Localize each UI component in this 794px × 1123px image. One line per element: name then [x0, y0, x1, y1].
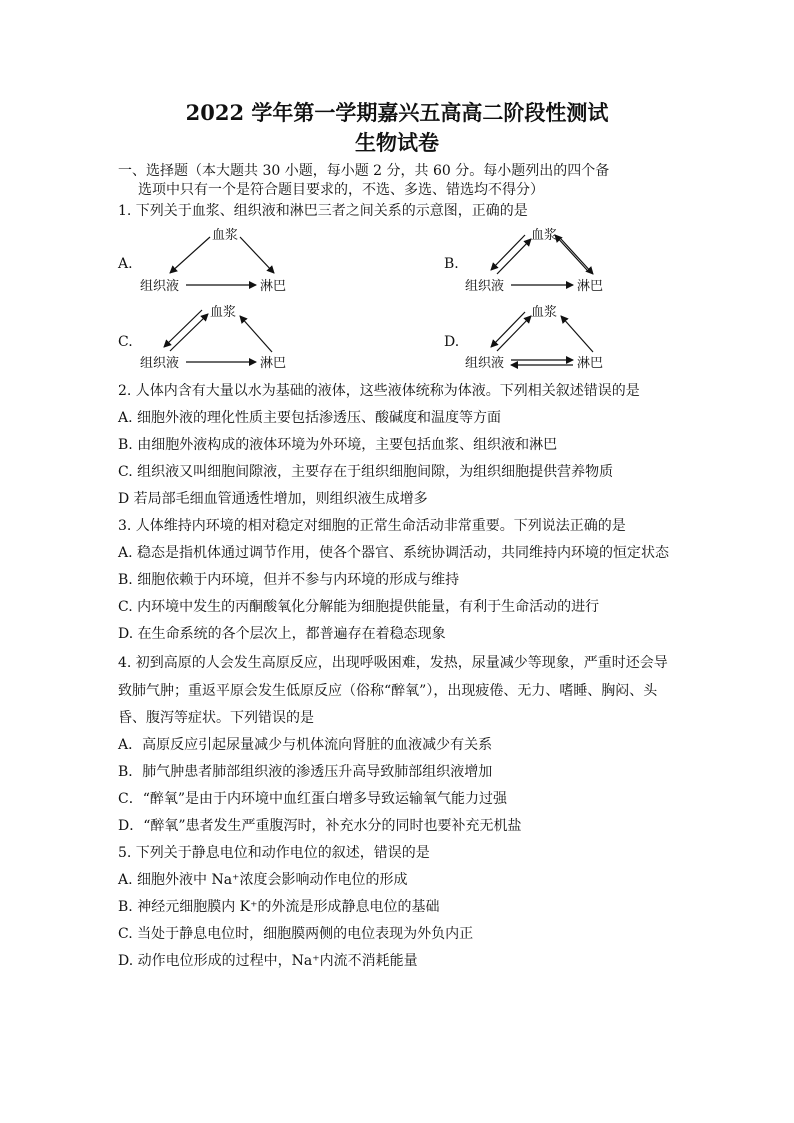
q4-option-d: D．“醉氧”患者发生严重腹泻时，补充水分的同时也要补充无机盐 [118, 818, 522, 834]
q4-option-a: A．高原反应引起尿量减少与机体流向肾脏的血液减少有关系 [118, 737, 493, 753]
q3-option-d: D. 在生命系统的各个层次上，都普遍存在着稳态现象 [118, 626, 446, 642]
lymph-node: 淋巴 [260, 356, 287, 371]
q1-diagram-a [140, 225, 300, 300]
q4-stem-line1: 4. 初到高原的人会发生高原反应，出现呼吸困难，发热，尿量减少等现象，严重时还会导 [118, 655, 668, 671]
section-heading-cont: 选项中只有一个是符合题目要求的，不选、多选、错选均不得分） [138, 182, 544, 198]
q5-option-d: D. 动作电位形成的过程中，Na⁺内流不消耗能量 [118, 953, 418, 969]
q1-option-a-label: A. [118, 256, 133, 272]
tissue-node: 组织液 [140, 279, 180, 294]
q3-stem: 3. 人体维持内环境的相对稳定对细胞的正常生命活动非常重要。下列说法正确的是 [118, 518, 626, 534]
q5-option-c: C. 当处于静息电位时，细胞膜两侧的电位表现为外负内正 [118, 926, 474, 942]
exam-subtitle: 生物试卷 [355, 130, 439, 155]
tissue-node: 组织液 [140, 356, 180, 371]
lymph-node: 淋巴 [577, 356, 604, 371]
q5-option-a: A. 细胞外液中 Na⁺浓度会影响动作电位的形成 [118, 872, 408, 888]
q1-option-c-label: C. [118, 334, 133, 350]
exam-title: 2022 学年第一学期嘉兴五高高二阶段性测试 [185, 100, 609, 125]
q1-diagram-c [140, 302, 300, 377]
q2-option-c: C. 组织液又叫细胞间隙液，主要存在于组织细胞间隙，为组织细胞提供营养物质 [118, 464, 614, 480]
plasma-node: 血浆 [531, 228, 558, 243]
q4-stem-line3: 昏、腹泻等症状。下列错误的是 [118, 710, 314, 726]
q4-option-c: C．“醉氧”是由于内环境中血红蛋白增多导致运输氧气能力过强 [118, 791, 508, 807]
q5-option-b: B. 神经元细胞膜内 K⁺的外流是形成静息电位的基础 [118, 899, 440, 915]
plasma-node: 血浆 [210, 305, 237, 320]
lymph-node: 淋巴 [260, 279, 287, 294]
q1-stem: 1. 下列关于血浆、组织液和淋巴三者之间关系的示意图，正确的是 [118, 203, 528, 219]
q3-option-c: C. 内环境中发生的丙酮酸氧化分解能为细胞提供能量，有利于生命活动的进行 [118, 599, 600, 615]
tissue-node: 组织液 [465, 356, 505, 371]
section-heading: 一、选择题（本大题共 30 小题，每小题 2 分，共 60 分。每小题列出的四个备 [118, 163, 610, 179]
q2-option-b: B. 由细胞外液构成的液体环境为外环境，主要包括血浆、组织液和淋巴 [118, 437, 558, 453]
q4-stem-line2: 致肺气肿；重返平原会发生低原反应（俗称“醉氧”），出现疲倦、无力、嗜睡、胸闷、头 [118, 683, 658, 699]
q5-stem: 5. 下列关于静息电位和动作电位的叙述，错误的是 [118, 845, 430, 861]
q2-option-d: D 若局部毛细血管通透性增加，则组织液生成增多 [118, 491, 428, 507]
tissue-node: 组织液 [465, 279, 505, 294]
q1-option-d-label: D. [444, 334, 460, 350]
q1-diagram-b [465, 225, 625, 300]
q1-diagram-d [465, 302, 625, 377]
q3-option-a: A. 稳态是指机体通过调节作用，使各个器官、系统协调活动，共同维持内环境的恒定状态 [118, 545, 670, 561]
q2-stem: 2. 人体内含有大量以水为基础的液体，这些液体统称为体液。下列相关叙述错误的是 [118, 383, 640, 399]
q3-option-b: B. 细胞依赖于内环境，但并不参与内环境的形成与维持 [118, 572, 460, 588]
plasma-node: 血浆 [531, 305, 558, 320]
q2-option-a: A. 细胞外液的理化性质主要包括渗透压、酸碱度和温度等方面 [118, 410, 502, 426]
q1-option-b-label: B. [444, 256, 459, 272]
plasma-node: 血浆 [212, 228, 239, 243]
q4-option-b: B．肺气肿患者肺部组织液的渗透压升高导致肺部组织液增加 [118, 764, 493, 780]
lymph-node: 淋巴 [577, 279, 604, 294]
